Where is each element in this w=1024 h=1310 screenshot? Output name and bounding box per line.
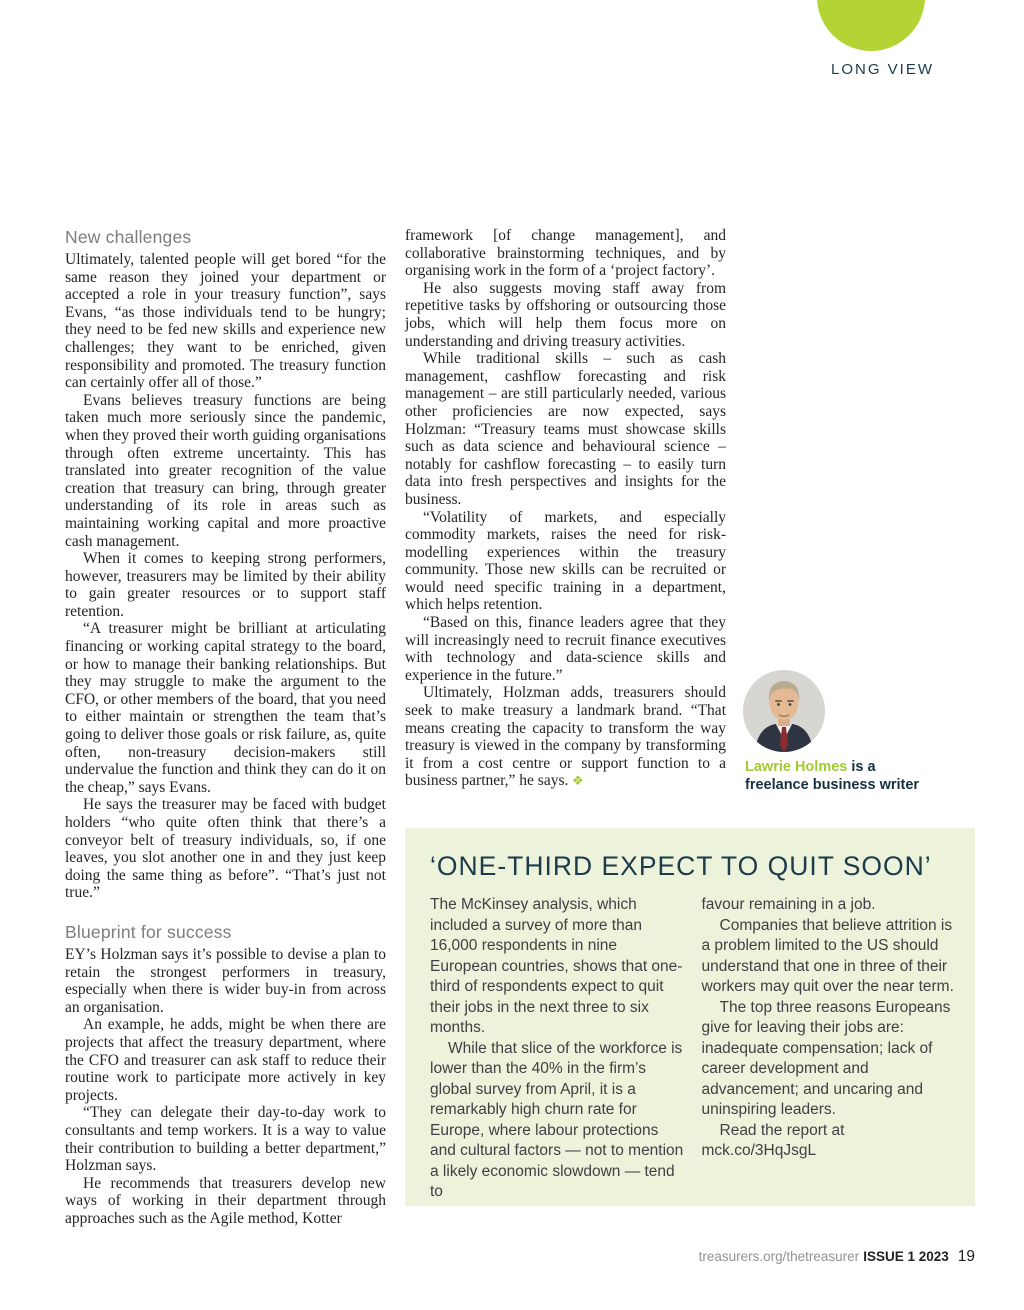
author-description: is a freelance business writer: [745, 759, 920, 793]
paragraph-group-new-challenges: [65, 251, 386, 902]
paragraph: Companies that believe attrition is a problem limited to the US should understand that one in three of their workers may quit over the near term.: [701, 916, 954, 995]
paragraph: When it comes to keeping strong performers, however, treasurers may be limited by their ability to gain greater resources or to support staff retention.: [65, 550, 386, 620]
footer-page-number: 19: [957, 1248, 975, 1265]
paragraph: “A treasurer might be brilliant at articulating financing or working capital strategy to the board, or how to manage their banking relationships. But they may struggle to make the argument to the CFO, or other members of the board, that you need to either maintain or strengthen the team that’s going to deliver those goals or risk failure, as, quite often, non-treasury decision-makers still undervalue the function and think they can do it on the cheap,” says Evans.: [65, 620, 386, 796]
author-photo: [743, 670, 825, 752]
paragraph: Read the report at mck.co/3HqJsgL: [701, 1121, 845, 1159]
paragraph: He recommends that treasurers develop new ways of working in their department through approaches such as the Agile method, Kotter: [65, 1174, 386, 1227]
callout-columns: [430, 895, 955, 1203]
subheading-blueprint-for-success: Blueprint for success: [65, 921, 232, 942]
paragraph: The top three reasons Europeans give for leaving their jobs are: inadequate compensation; lack of career development and advancement; and uncaring and uninspiring leaders.: [701, 998, 951, 1118]
section-label: LONG VIEW: [831, 61, 935, 78]
paragraph: EY’s Holzman says it’s possible to devise a plan to retain the strongest performers in treasury, especially when there is wider buy-in from across an organisation.: [65, 945, 386, 1016]
page-footer: [699, 1248, 975, 1266]
callout-title: ‘ONE-THIRD EXPECT TO QUIT SOON’: [430, 851, 932, 881]
footer-issue: ISSUE 1 2023: [863, 1249, 949, 1264]
callout-box: [405, 828, 975, 1206]
paragraph: An example, he adds, might be when there are projects that affect the treasury department, where the CFO and treasurer can ask staff to reduce their routine work to participate more actively in key projects.: [65, 1016, 386, 1104]
article-left-column: [65, 226, 386, 1227]
paragraph: He says the treasurer may be faced with budget holders “who quite often think that there’s a conveyor belt of treasury individuals, so, if one leaves, you slot another one in and they just keep doing the same thing as before”. “That’s just not true.”: [65, 796, 386, 902]
author-name: Lawrie Holmes: [745, 759, 848, 775]
paragraph: While that slice of the workforce is lower than the 40% in the firm’s global survey from April, it is a remarkably high churn rate for Europe, where labour protections and cultural factors — not to mention a likely economic slowdown — tend to: [430, 1039, 684, 1200]
paragraph: Evans believes treasury functions are being taken much more seriously since the pandemic, when they proved their worth guiding organisations through often extreme uncertainty. This has translated into greater recognition of the value creation that treasury can bring, through greater understanding of its role in areas such as maintaining working capital and more proactive cash management.: [65, 391, 386, 550]
article-end-mark-icon: ❖: [568, 773, 584, 789]
paragraph: He also suggests moving staff away from repetitive tasks by offshoring or outsourcing those jobs, which will help them focus more on understanding and driving treasury activities.: [405, 279, 726, 350]
paragraph: Ultimately, Holzman adds, treasurers should seek to make treasury a landmark brand. “That means creating the capacity to transform the way treasury is viewed in the company by transforming it from a cost centre or support function to a business partner,” he says. ❖: [405, 684, 726, 790]
author-caption: [745, 758, 935, 794]
corner-circle-decoration: [817, 0, 925, 51]
callout-column-2: [702, 895, 956, 1203]
paragraph: The McKinsey analysis, which included a survey of more than 16,000 respondents in nine European countries, shows that one-third of respondents expect to quit their jobs in the next three to six months.: [430, 896, 683, 1036]
footer-url: treasurers.org/thetreasurer: [698, 1249, 860, 1264]
paragraph: “Based on this, finance leaders agree that they will increasingly need to recruit finance executives with technology and data-science skills and experience in the future.”: [405, 614, 726, 684]
paragraph: favour remaining in a job.: [701, 896, 876, 913]
paragraph: “They can delegate their day-to-day work to consultants and temp workers. It is a way to value their contribution to building a better department,” Holzman says.: [65, 1104, 386, 1175]
subheading-new-challenges: New challenges: [65, 227, 192, 247]
paragraph-group-continuation: [405, 227, 726, 790]
paragraph: “Volatility of markets, and especially commodity markets, raises the need for risk-modelling experiences within the treasury community. Those new skills can be recruited or would need specific training in a department, which helps retention.: [405, 508, 726, 614]
article-right-column: [405, 227, 726, 790]
paragraph-group-blueprint: [65, 946, 386, 1228]
callout-column-1: [430, 895, 684, 1203]
paragraph: While traditional skills – such as cash management, cashflow forecasting and risk management – are still particularly needed, various other proficiencies are now expected, says Holzman: “Treasury teams must showcase skills such as data science and behavioural science – notably for cashflow forecasting – to easily turn data into fresh perspectives and insights for the business.: [405, 350, 726, 508]
paragraph: Ultimately, talented people will get bored “for the same reason they joined your department or accepted a role in your treasury function”, says Evans, “as those individuals tend to be hungry; they need to be fed new skills and experience new challenges; they want to be enriched, given responsibility and promoted. The treasury function can certainly offer all of those.”: [65, 251, 386, 392]
author-headshot-illustration: [743, 670, 825, 752]
paragraph: framework [of change management], and collaborative brainstorming techniques, and by organising work in the form of a ‘project factory’.: [405, 227, 726, 280]
